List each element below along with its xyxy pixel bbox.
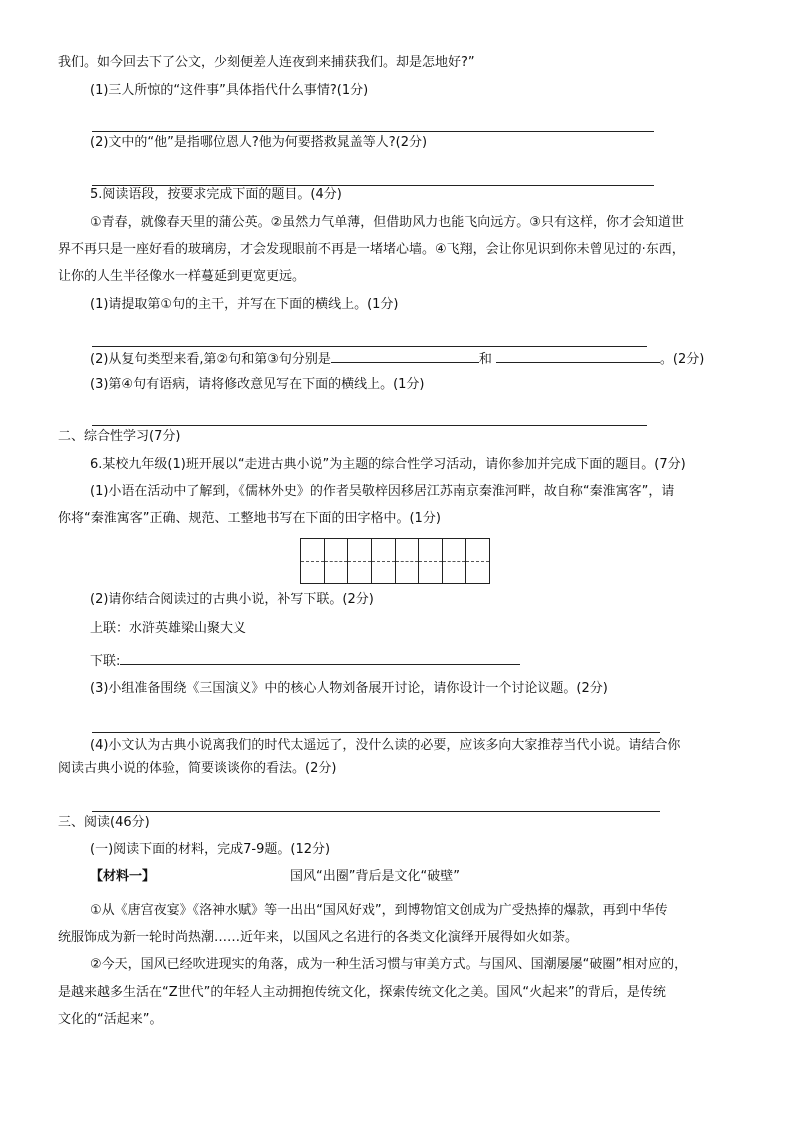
question-4-1: (1)三人所惊的“这件事”具体指代什么事情?(1分): [90, 83, 369, 98]
paragraph-line: ①青春，就像春天里的蒲公英。②虽然力气单薄，但借助风力也能飞向远方。③只有这样，你才会知道世: [90, 215, 684, 230]
material-line: 是越来越多生活在“Z世代”的年轻人主动拥抱传统文化，探索传统文化之美。国风“火起来”的背后，是传统: [58, 985, 666, 1000]
grid-cell: [419, 539, 443, 583]
question-5-1: (1)请提取第①句的主干，并写在下面的横线上。(1分): [90, 297, 399, 312]
couplet-lower-label: 下联:: [90, 654, 121, 669]
grid-cell: [325, 539, 349, 583]
couplet-lower: [90, 650, 520, 671]
question-5-3: (3)第④句有语病，请将修改意见写在下面的横线上。(1分): [90, 377, 425, 392]
grid-cell: [396, 539, 420, 583]
question-5-2-text: (2)从复句类型来看,第②句和第③句分别是: [90, 352, 331, 367]
grid-cell: [372, 539, 396, 583]
question-5-2-score: 。(2分): [659, 352, 705, 367]
grid-cell: [443, 539, 467, 583]
passage-line: 我们。如今回去下了公文，少刻便差人连夜到来捕获我们。却是怎地好?”: [58, 55, 475, 70]
question-5: 5.阅读语段，按要求完成下面的题目。(4分): [90, 187, 342, 202]
material-line: 文化的“活起来”。: [58, 1012, 163, 1027]
section-3-heading: 三、阅读(46分): [58, 815, 150, 830]
question-6: 6.某校九年级(1)班开展以“走进古典小说”为主题的综合性学习活动，请你参加并完成下面的题目。(7分): [90, 457, 686, 472]
paragraph-line: 让你的人生半径像水一样蔓延到更宽更远。: [58, 269, 306, 284]
grid-cell: [348, 539, 372, 583]
question-6-3: (3)小组准备围绕《三国演义》中的核心人物刘备展开讨论，请你设计一个讨论议题。(2分): [90, 681, 608, 696]
answer-blank: [496, 348, 660, 363]
grid-cell: [466, 539, 489, 583]
material-1-title: 国风“出圈”背后是文化“破壁”: [290, 869, 460, 884]
couplet-upper: 上联：水浒英雄梁山聚大义: [90, 621, 247, 636]
section-2-heading: 二、综合性学习(7分): [58, 429, 181, 444]
material-line: ②今天，国风已经吹进现实的角落，成为一种生活习惯与审美方式。与国风、国潮屡屡“破圈”相对应的，: [90, 957, 688, 972]
question-6-1-cont: 你将“秦淮寓客”正确、规范、工整地书写在下面的田字格中。(1分): [58, 511, 441, 526]
answer-blank: [120, 650, 520, 665]
answer-blank: [331, 348, 479, 363]
answer-line: [92, 131, 654, 132]
question-6-4-cont: 阅读古典小说的体验，简要谈谈你的看法。(2分): [58, 761, 337, 776]
question-5-2: [90, 348, 704, 369]
material-line: 统服饰成为新一轮时尚热潮……近年来，以国风之名进行的各类文化演绎开展得如火如荼。: [58, 930, 579, 945]
question-5-2-and: 和: [478, 352, 492, 367]
answer-line: [92, 425, 647, 426]
question-6-2: (2)请你结合阅读过的古典小说，补写下联。(2分): [90, 592, 374, 607]
question-6-4: (4)小文认为古典小说离我们的时代太遥远了，没什么读的必要，应该多向大家推荐当代小说。请结合你: [90, 738, 681, 753]
question-6-1: (1)小语在活动中了解到，《儒林外史》的作者吴敬梓因移居江苏南京秦淮河畔，故自称“秦淮寓客”，请: [90, 484, 675, 499]
answer-line: [92, 811, 660, 812]
answer-line: [92, 346, 647, 347]
subsection-1: (一)阅读下面的材料，完成7-9题。(12分): [90, 842, 331, 857]
paragraph-line: 界不再只是一座好看的玻璃房，才会发现眼前不再是一堵堵心墙。④飞翔，会让你见识到你未曾见过的·东西，: [58, 242, 685, 257]
material-line: ①从《唐宫夜宴》《洛神水赋》等一出出“国风好戏”，到博物馆文创成为广受热捧的爆款，再到中华传: [90, 903, 668, 918]
answer-line: [92, 732, 660, 733]
question-4-2: (2)文中的“他”是指哪位恩人?他为何要搭救晁盖等人?(2分): [90, 135, 428, 150]
tianzige-grid: [300, 538, 490, 584]
grid-cell: [301, 539, 325, 583]
material-1-label: 【材料一】: [90, 869, 156, 884]
